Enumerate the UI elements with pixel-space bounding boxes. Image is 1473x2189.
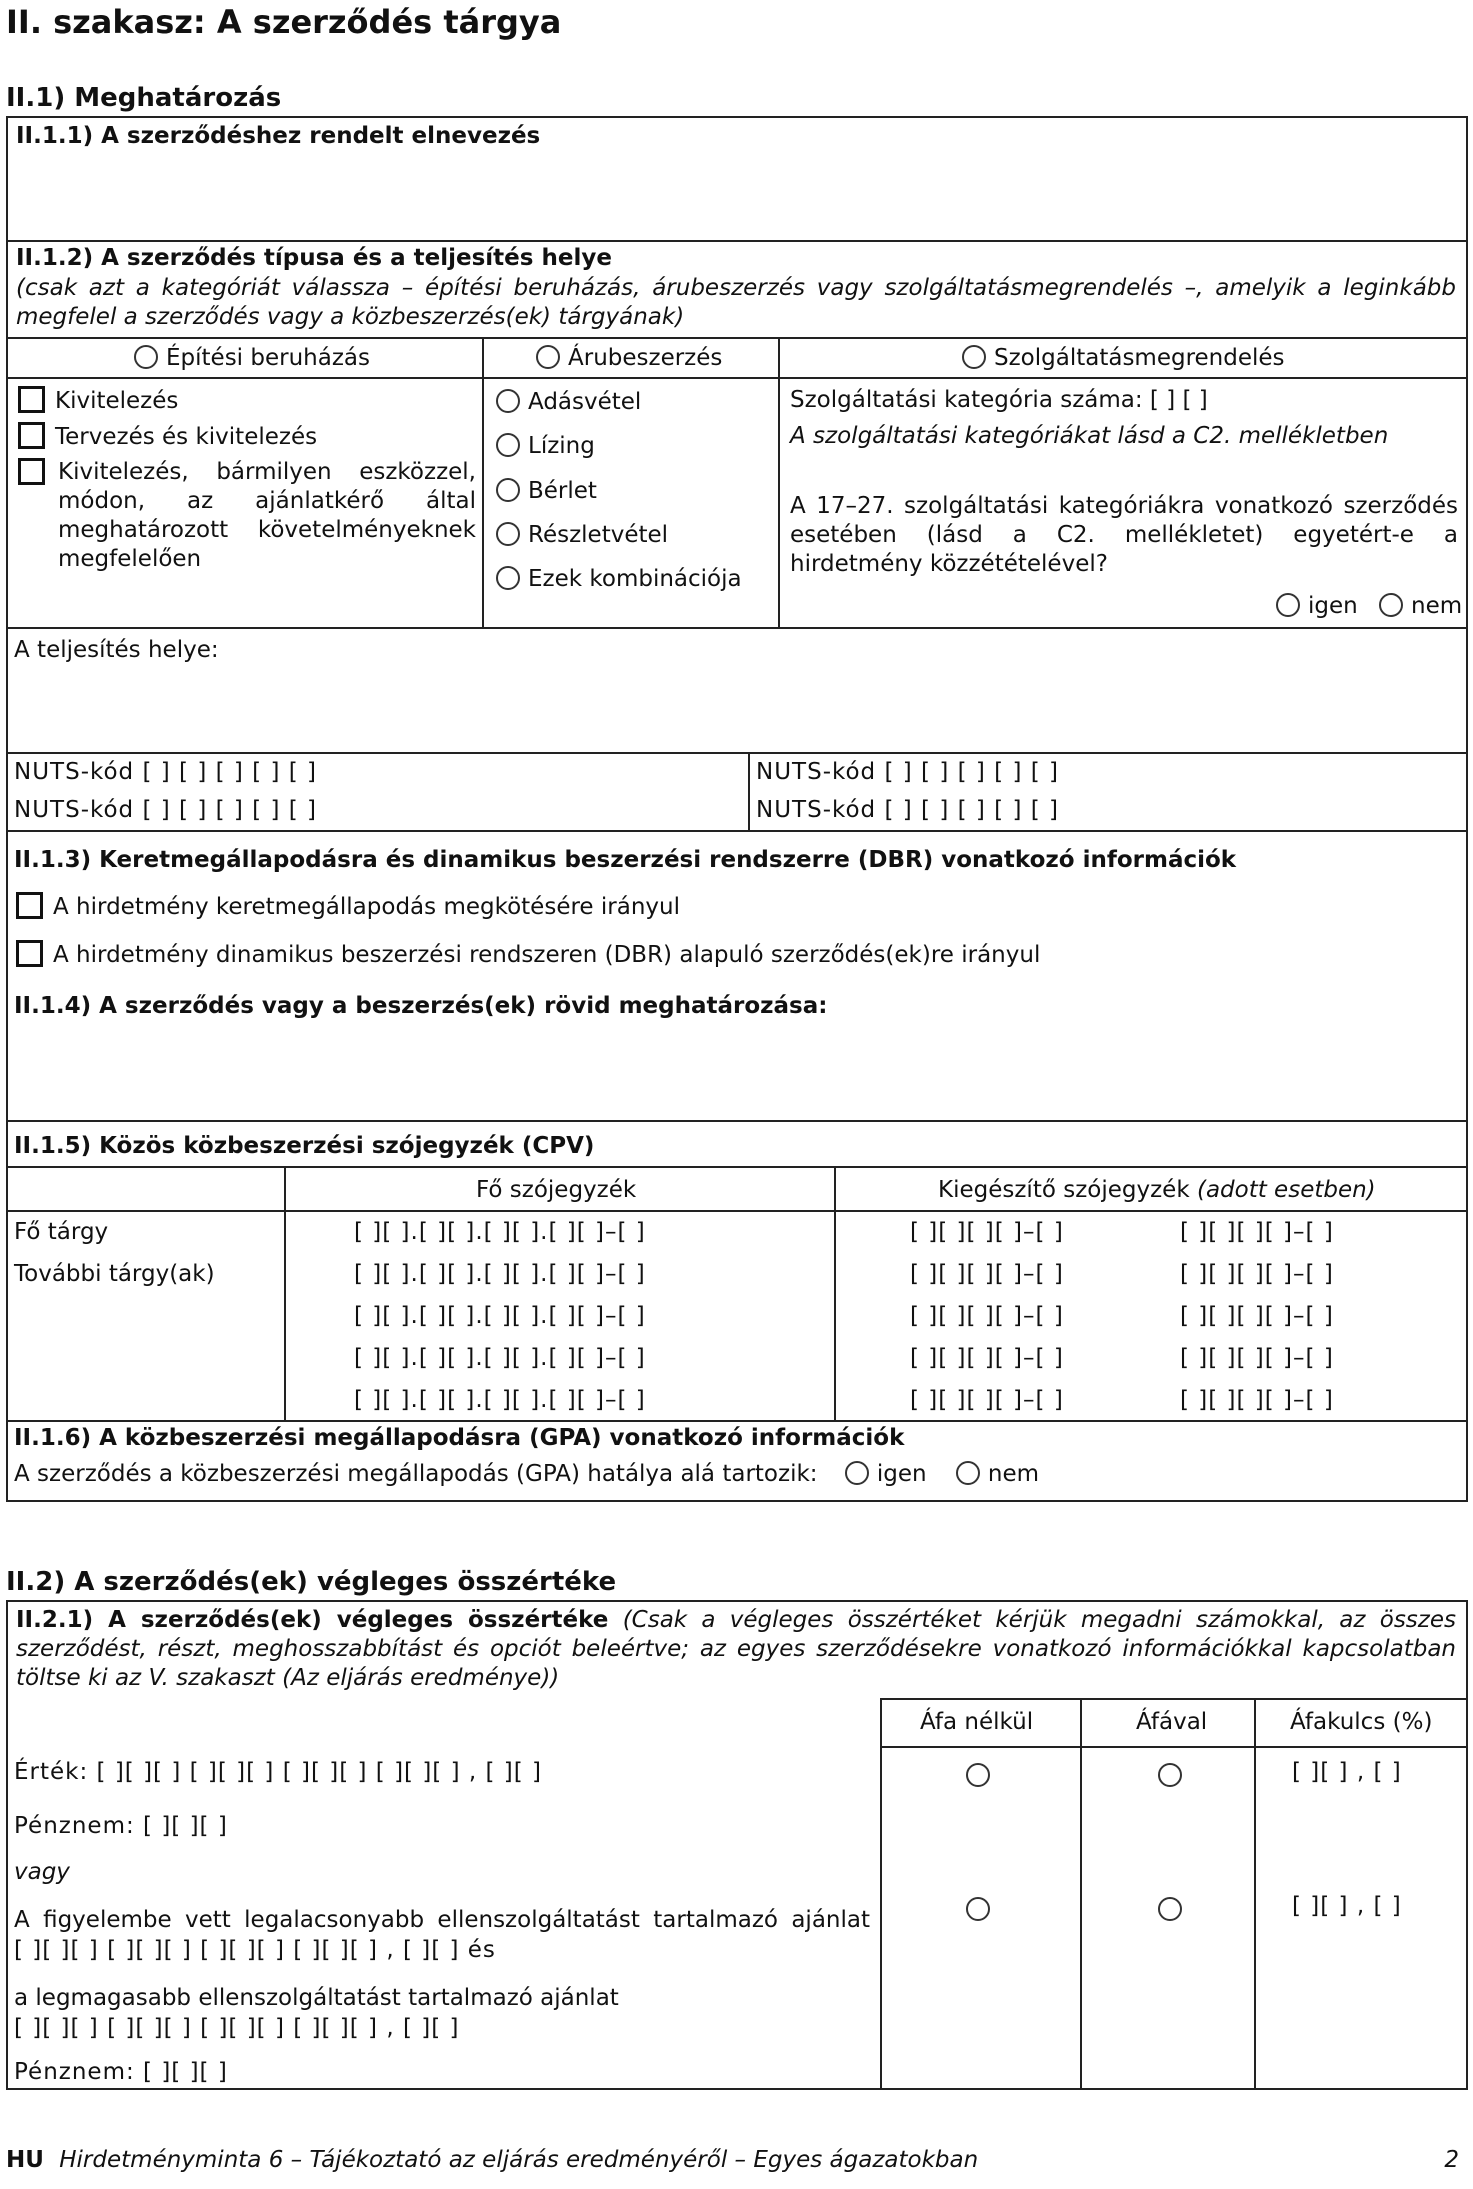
type-works[interactable] <box>134 344 370 373</box>
cpv-supp-code[interactable]: [ ][ ][ ][ ]–[ ] <box>1180 1345 1334 1371</box>
cpv-supp-code[interactable]: [ ][ ][ ][ ]–[ ] <box>1180 1387 1334 1413</box>
yes-label: igen <box>1308 593 1358 619</box>
highest-text: a legmagasabb ellenszolgáltatást tartalmazó ajánlat <box>14 1985 619 2011</box>
services-category: Szolgáltatási kategória száma: [ ] [ ] <box>790 387 1208 413</box>
supplies-option-label: Ezek kombinációja <box>528 566 742 592</box>
type-supplies-label: Árubeszerzés <box>568 345 723 371</box>
checkbox-icon <box>18 386 45 413</box>
vat-header-rate: Áfakulcs (%) <box>1290 1709 1433 1735</box>
type-supplies[interactable] <box>536 344 722 373</box>
radio-icon <box>956 1461 980 1485</box>
s212-title: II.1.2) A szerződés típusa és a teljesítés helye <box>16 245 612 271</box>
cpv-supp-code[interactable]: [ ][ ][ ][ ]–[ ] <box>1180 1303 1334 1329</box>
cpv-main-code[interactable]: [ ][ ].[ ][ ].[ ][ ].[ ][ ]–[ ] <box>354 1345 646 1371</box>
cpv-main-code[interactable]: [ ][ ].[ ][ ].[ ][ ].[ ][ ]–[ ] <box>354 1219 646 1245</box>
nuts-right-1[interactable]: NUTS-kód [ ] [ ] [ ] [ ] [ ] <box>756 759 1060 785</box>
supplies-option-label: Adásvétel <box>528 389 642 415</box>
checkbox-icon <box>18 422 45 449</box>
radio-icon <box>1158 1763 1182 1787</box>
radio-icon <box>962 345 986 369</box>
cpv-other-row-label: További tárgy(ak) <box>14 1261 215 1287</box>
checkbox-icon <box>16 892 43 919</box>
gpa-no-label: nem <box>987 1461 1040 1487</box>
radio-icon <box>496 522 520 546</box>
heading-ii-1: II.1) Meghatározás <box>6 83 282 113</box>
range-vat-rate-code[interactable]: [ ][ ] , [ ] <box>1292 1893 1402 1919</box>
supplies-option-1[interactable] <box>496 388 641 417</box>
gpa-yes-label: igen <box>876 1461 927 1487</box>
works-option-2[interactable] <box>18 422 317 452</box>
supplies-option-label: Bérlet <box>528 478 597 504</box>
s216-title: II.1.6) A közbeszerzési megállapodásra (GPA) vonatkozó információk <box>14 1425 905 1451</box>
currency-line[interactable]: Pénznem: [ ][ ][ ] <box>14 1813 228 1839</box>
s221-block <box>16 1606 1456 1693</box>
supplies-option-2[interactable] <box>496 432 595 461</box>
radio-icon <box>1158 1897 1182 1921</box>
footer-lang: HU <box>6 2147 44 2173</box>
type-works-label: Építési beruházás <box>166 345 370 371</box>
cpv-main-row-label: Fő tárgy <box>14 1219 109 1245</box>
framework-label: A hirdetmény keretmegállapodás megkötésére irányul <box>53 894 680 920</box>
services-see: A szolgáltatási kategóriákat lásd a C2. mellékletben <box>790 423 1389 449</box>
cpv-main-code[interactable]: [ ][ ].[ ][ ].[ ][ ].[ ][ ]–[ ] <box>354 1261 646 1287</box>
footer-title: Hirdetményminta 6 – Tájékoztató az eljárás eredményéről – Egyes ágazatokban <box>59 2147 979 2173</box>
value-without-vat-radio[interactable] <box>966 1762 998 1791</box>
radio-icon <box>1276 593 1300 617</box>
cpv-supp-header-text: Kiegészítő szójegyzék <box>938 1177 1190 1203</box>
s212-note: (csak azt a kategóriát válassza – építési beruházás, árubeszerzés vagy szolgáltatásmegrendelés –, amelyik a leginkább megfelel a szerződés vagy a közbeszerzés(ek) tárgyának) <box>16 275 1456 330</box>
currency-line-2[interactable]: Pénznem: [ ][ ][ ] <box>14 2059 228 2085</box>
dps-checkbox[interactable] <box>16 940 1040 970</box>
yes-option[interactable] <box>1276 593 1358 619</box>
cpv-supp-code[interactable]: [ ][ ][ ][ ]–[ ] <box>1180 1219 1334 1245</box>
cpv-supp-code[interactable]: [ ][ ][ ][ ]–[ ] <box>910 1387 1064 1413</box>
page-number: 2 <box>1444 2147 1459 2173</box>
lowest-text: A figyelembe vett legalacsonyabb ellenszolgáltatást tartalmazó ajánlat <box>14 1907 870 1933</box>
contract-title-field[interactable] <box>16 160 1456 236</box>
radio-icon <box>536 345 560 369</box>
radio-icon <box>845 1461 869 1485</box>
gpa-yes-option[interactable] <box>845 1461 927 1487</box>
lowest-code[interactable]: [ ][ ][ ] [ ][ ][ ] [ ][ ][ ] [ ][ ][ ] , [ ][ ] és <box>14 1937 496 1963</box>
or-word: vagy <box>14 1859 70 1885</box>
supplies-option-label: Részletvétel <box>528 522 669 548</box>
cpv-main-code[interactable]: [ ][ ].[ ][ ].[ ][ ].[ ][ ]–[ ] <box>354 1303 646 1329</box>
nuts-left-2[interactable]: NUTS-kód [ ] [ ] [ ] [ ] [ ] <box>14 797 318 823</box>
radio-icon <box>496 433 520 457</box>
works-option-label: Tervezés és kivitelezés <box>55 424 318 450</box>
framework-checkbox[interactable] <box>16 892 680 922</box>
radio-icon <box>496 566 520 590</box>
type-services[interactable] <box>962 344 1285 373</box>
works-option-label: Kivitelezés <box>55 388 179 414</box>
cpv-supp-code[interactable]: [ ][ ][ ][ ]–[ ] <box>910 1303 1064 1329</box>
s211-title: II.1.1) A szerződéshez rendelt elnevezés <box>16 123 541 149</box>
vat-header-without: Áfa nélkül <box>920 1709 1034 1735</box>
range-without-vat-radio[interactable] <box>966 1896 998 1925</box>
works-option-label: Kivitelezés, bármilyen eszközzel, módon, az ajánlatkérő által meghatározott követelményeknek megfelelően <box>58 459 476 572</box>
cpv-supp-code[interactable]: [ ][ ][ ][ ]–[ ] <box>910 1345 1064 1371</box>
dps-label: A hirdetmény dinamikus beszerzési rendszeren (DBR) alapuló szerződés(ek)re irányul <box>53 942 1041 968</box>
vat-header-with: Áfával <box>1136 1709 1208 1735</box>
cpv-supp-header <box>938 1176 1376 1205</box>
cpv-supp-header-note: (adott esetben) <box>1196 1177 1376 1203</box>
s216-row <box>14 1460 1039 1489</box>
works-option-3[interactable] <box>18 458 55 488</box>
no-option[interactable] <box>1379 593 1462 619</box>
radio-icon <box>966 1897 990 1921</box>
checkbox-icon <box>16 940 43 967</box>
supplies-option-5[interactable] <box>496 565 742 594</box>
services-question: A 17–27. szolgáltatási kategóriákra vonatkozó szerződés esetében (lásd a C2. mellékletet) egyetért-e a hirdetmény közzétételével? <box>790 493 1458 577</box>
value-line[interactable]: Érték: [ ][ ][ ] [ ][ ][ ] [ ][ ][ ] [ ][ ][ ] , [ ][ ] <box>14 1759 543 1785</box>
nuts-left-1[interactable]: NUTS-kód [ ] [ ] [ ] [ ] [ ] <box>14 759 318 785</box>
footer <box>6 2146 978 2175</box>
radio-icon <box>134 345 158 369</box>
vat-rate-code[interactable]: [ ][ ] , [ ] <box>1292 1759 1402 1785</box>
s216-text: A szerződés a közbeszerzési megállapodás (GPA) hatálya alá tartozik: <box>14 1461 818 1487</box>
works-option-1[interactable] <box>18 386 178 416</box>
radio-icon <box>966 1763 990 1787</box>
radio-icon <box>496 389 520 413</box>
cpv-supp-code[interactable]: [ ][ ][ ][ ]–[ ] <box>910 1219 1064 1245</box>
s221-title: II.2.1) A szerződés(ek) végleges összértéke <box>16 1607 609 1633</box>
place-label: A teljesítés helye: <box>14 637 219 663</box>
s215-title: II.1.5) Közös közbeszerzési szójegyzék (CPV) <box>14 1133 595 1159</box>
checkbox-icon <box>18 458 45 485</box>
supplies-option-label: Lízing <box>528 433 595 459</box>
radio-icon <box>1379 593 1403 617</box>
s221-note: (Csak a végleges összértéket kérjük megadni számokkal, az összes szerződést, részt, meghosszabbítást és opciót beleértve; az egyes szerződésekre vonatkozó információkkal kapcsolatban töltse ki az V. szakaszt (Az eljárás eredménye)) <box>16 1607 1456 1691</box>
cpv-main-code[interactable]: [ ][ ].[ ][ ].[ ][ ].[ ][ ]–[ ] <box>354 1387 646 1413</box>
section-title: II. szakasz: A szerződés tárgya <box>6 3 562 41</box>
radio-icon <box>496 478 520 502</box>
s213-title: II.1.3) Keretmegállapodásra és dinamikus beszerzési rendszerre (DBR) vonatkozó információk <box>14 847 1237 873</box>
type-services-label: Szolgáltatásmegrendelés <box>994 345 1285 371</box>
range-with-vat-radio[interactable] <box>1158 1896 1190 1925</box>
cpv-supp-code[interactable]: [ ][ ][ ][ ]–[ ] <box>1180 1261 1334 1287</box>
supplies-option-4[interactable] <box>496 521 668 550</box>
supplies-option-3[interactable] <box>496 477 597 506</box>
no-label: nem <box>1411 593 1463 619</box>
cpv-supp-code[interactable]: [ ][ ][ ][ ]–[ ] <box>910 1261 1064 1287</box>
gpa-no-option[interactable] <box>956 1461 1039 1487</box>
services-answer <box>1276 592 1462 621</box>
cpv-main-header: Fő szójegyzék <box>476 1177 637 1203</box>
s214-title: II.1.4) A szerződés vagy a beszerzés(ek) rövid meghatározása: <box>14 993 828 1019</box>
highest-code[interactable]: [ ][ ][ ] [ ][ ][ ] [ ][ ][ ] [ ][ ][ ] , [ ][ ] <box>14 2015 460 2041</box>
nuts-right-2[interactable]: NUTS-kód [ ] [ ] [ ] [ ] [ ] <box>756 797 1060 823</box>
heading-ii-2: II.2) A szerződés(ek) végleges összértéke <box>6 1567 617 1597</box>
value-with-vat-radio[interactable] <box>1158 1762 1190 1791</box>
